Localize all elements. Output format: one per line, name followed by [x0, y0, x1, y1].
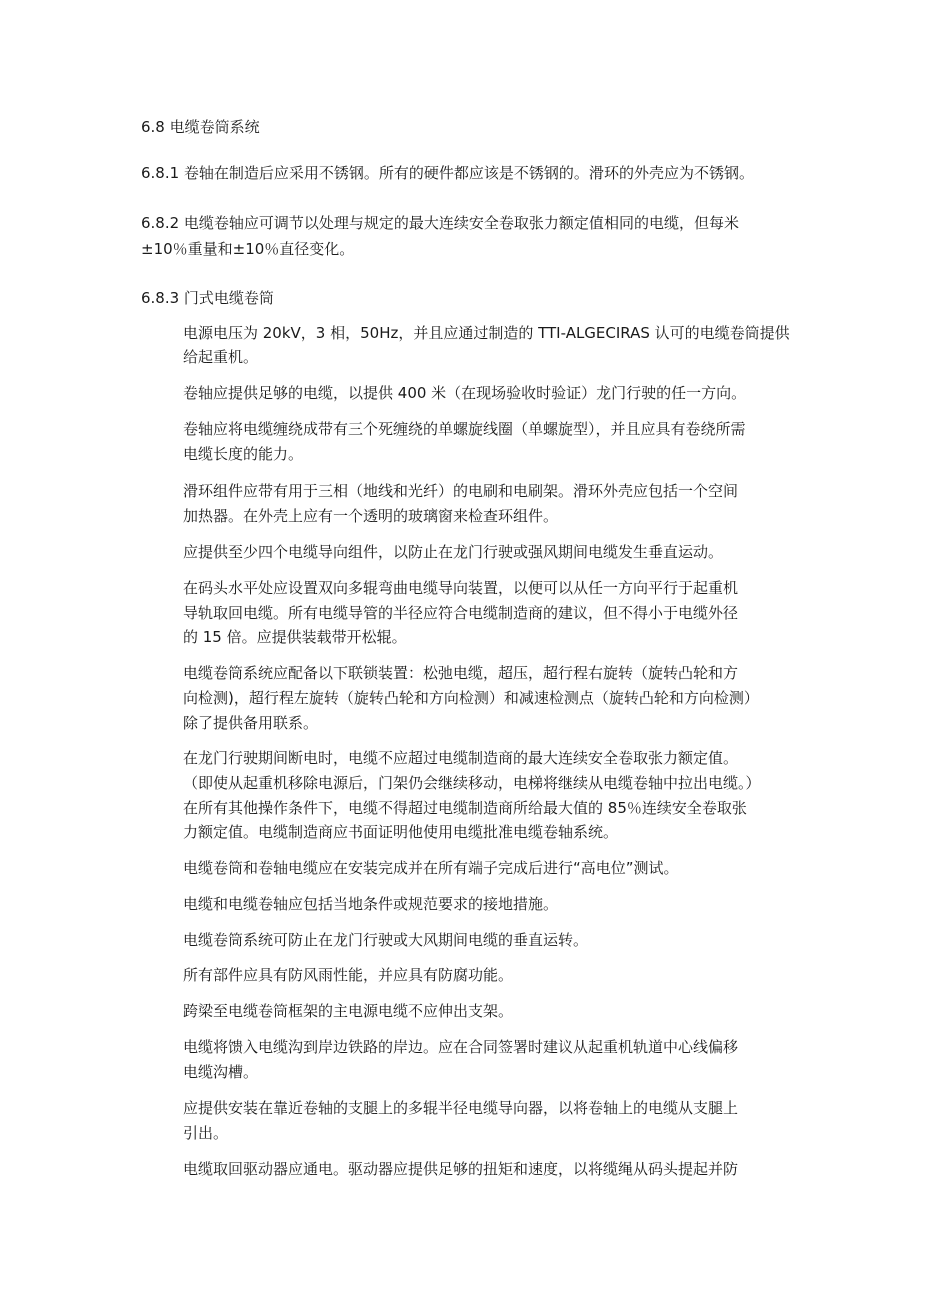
paragraph-6-line-1: 在码头水平处应设置双向多辊弯曲电缆导向装置，以便可以从任一方向平行于起重机	[183, 579, 739, 597]
paragraph-9-line-1: 电缆卷筒和卷轴电缆应在安装完成并在所有端子完成后进行“高电位”测试。	[183, 859, 679, 877]
paragraph-15-line-2: 引出。	[183, 1124, 229, 1142]
clause-6-8-2-line-2: ±10％重量和±10％直径变化。	[141, 240, 355, 258]
paragraph-7-line-3: 除了提供备用联系。	[183, 714, 319, 732]
paragraph-6-line-2: 导轨取回电缆。所有电缆导管的半径应符合电缆制造商的建议，但不得小于电缆外径	[183, 604, 739, 622]
paragraph-15-line-1: 应提供安装在靠近卷轴的支腿上的多辊半径电缆导向器，以将卷轴上的电缆从支腿上	[183, 1099, 739, 1117]
paragraph-6-line-3: 的 15 倍。应提供装载带开松辊。	[183, 628, 407, 646]
paragraph-8-line-4: 力额定值。电缆制造商应书面证明他使用电缆批准电缆卷轴系统。	[183, 823, 619, 841]
paragraph-4-line-1: 滑环组件应带有用于三相（地线和光纤）的电刷和电刷架。滑环外壳应包括一个空间	[183, 482, 739, 500]
paragraph-8-line-1: 在龙门行驶期间断电时，电缆不应超过电缆制造商的最大连续安全卷取张力额定值。	[183, 749, 739, 767]
paragraph-13-line-1: 跨梁至电缆卷筒框架的主电源电缆不应伸出支架。	[183, 1002, 514, 1020]
paragraph-1-line-1: 电源电压为 20kV，3 相，50Hz，并且应通过制造的 TTI-ALGECIRAS 认可的电缆卷筒提供	[183, 324, 790, 342]
clause-6-8-1: 6.8.1 卷轴在制造后应采用不锈钢。所有的硬件都应该是不锈钢的。滑环的外壳应为不锈钢。	[141, 164, 754, 182]
paragraph-2-line-1: 卷轴应提供足够的电缆，以提供 400 米（在现场验收时验证）龙门行驶的任一方向。	[183, 384, 747, 402]
paragraph-7-line-1: 电缆卷筒系统应配备以下联锁装置：松弛电缆，超压，超行程右旋转（旋转凸轮和方	[183, 664, 739, 682]
paragraph-12-line-1: 所有部件应具有防风雨性能，并应具有防腐功能。	[183, 966, 514, 984]
paragraph-8-line-2: （即使从起重机移除电源后，门架仍会继续移动，电梯将继续从电缆卷轴中拉出电缆。）	[183, 774, 761, 792]
paragraph-14-line-2: 电缆沟槽。	[183, 1063, 259, 1081]
paragraph-5-line-1: 应提供至少四个电缆导向组件，以防止在龙门行驶或强风期间电缆发生垂直运动。	[183, 543, 724, 561]
paragraph-16-line-1: 电缆取回驱动器应通电。驱动器应提供足够的扭矩和速度，以将缆绳从码头提起并防	[183, 1160, 739, 1178]
paragraph-3-line-1: 卷轴应将电缆缠绕成带有三个死缠绕的单螺旋线圈（单螺旋型），并且应具有卷绕所需	[183, 420, 746, 438]
paragraph-11-line-1: 电缆卷筒系统可防止在龙门行驶或大风期间电缆的垂直运转。	[183, 931, 589, 949]
section-title: 6.8 电缆卷筒系统	[141, 118, 260, 136]
paragraph-4-line-2: 加热器。在外壳上应有一个透明的玻璃窗来检查环组件。	[183, 507, 559, 525]
paragraph-8-line-3: 在所有其他操作条件下，电缆不得超过电缆制造商所给最大值的 85％连续安全卷取张	[183, 799, 747, 817]
paragraph-14-line-1: 电缆将馈入电缆沟到岸边铁路的岸边。应在合同签署时建议从起重机轨道中心线偏移	[183, 1038, 739, 1056]
clause-6-8-3-title: 6.8.3 门式电缆卷筒	[141, 289, 274, 307]
clause-6-8-2-line-1: 6.8.2 电缆卷轴应可调节以处理与规定的最大连续安全卷取张力额定值相同的电缆，但每米	[141, 214, 739, 232]
paragraph-3-line-2: 电缆长度的能力。	[183, 445, 304, 463]
paragraph-7-line-2: 向检测)，超行程左旋转（旋转凸轮和方向检测）和减速检测点（旋转凸轮和方向检测）	[183, 689, 759, 707]
paragraph-10-line-1: 电缆和电缆卷轴应包括当地条件或规范要求的接地措施。	[183, 895, 559, 913]
paragraph-1-line-2: 给起重机。	[183, 348, 259, 366]
